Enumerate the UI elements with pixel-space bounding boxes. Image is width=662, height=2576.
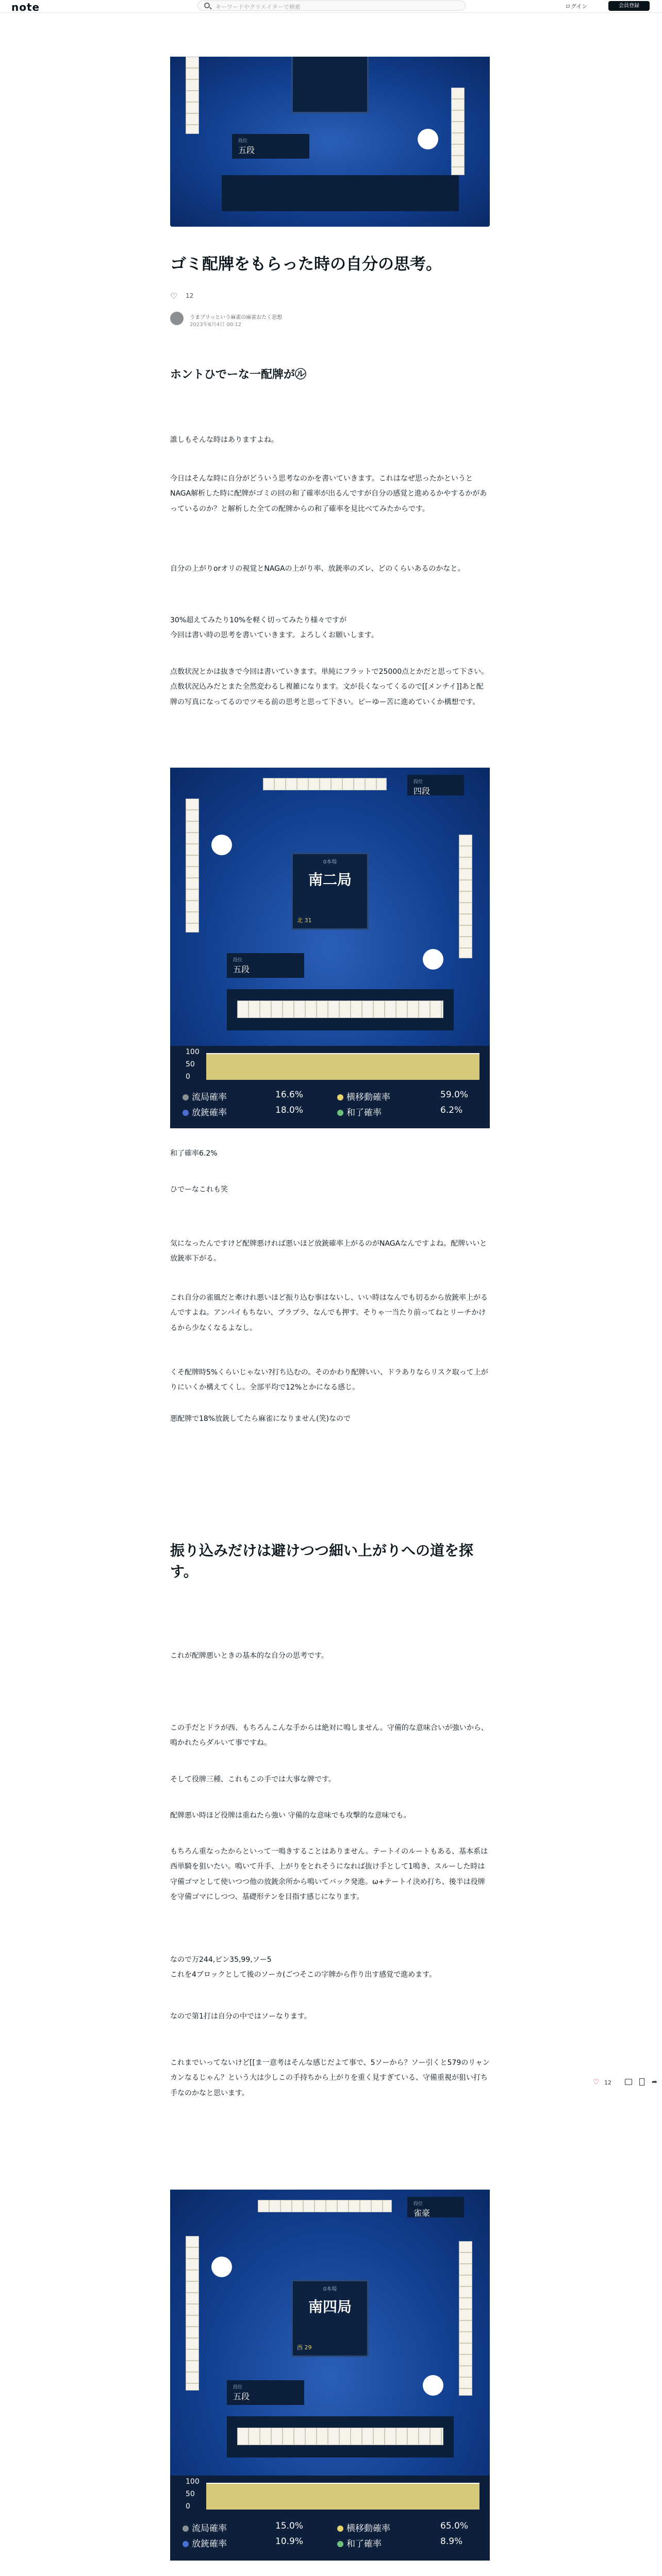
riichi-orb [418, 129, 438, 149]
side-like-count: 12 [604, 2079, 611, 2086]
legend-value: 10.9% [275, 2536, 304, 2547]
y-tick-0: 0 [186, 2502, 190, 2511]
player-hand [237, 1001, 443, 1018]
legend-item: 流局確率 [183, 1090, 227, 1103]
hand-background [222, 175, 459, 211]
seat-orb-left [211, 2257, 232, 2277]
comment-icon[interactable] [625, 2079, 632, 2085]
right-hand [459, 835, 472, 958]
left-hand [186, 2236, 199, 2391]
y-tick-50: 50 [186, 2490, 195, 2498]
signup-button[interactable]: 会員登録 [608, 1, 650, 11]
legend-item: 横移動確率 [337, 2521, 390, 2534]
para-2: 今日はそんな時に自分がどういう思考なのかを書いていきます。これはなぜ思ったかというとNAGA解析した時に配牌がゴミの回の和了確率が出るんですが自分の感覚と進めるかやするかがあっているのか？と解析した全ての配牌からの和了確率を見比べてみたからです。 [170, 474, 487, 513]
para-3: 自分の上がりorオリの視覚とNAGAの上がり率、放銃率のズレ、どのくらいあるのかなと。 [170, 565, 465, 573]
y-tick-0: 0 [186, 1073, 190, 1081]
para-7: ひでーなこれも笑 [170, 1185, 228, 1194]
seat-orb-left [211, 835, 232, 855]
article-title: ゴミ配牌をもらった時の自分の思考。 [170, 255, 442, 274]
para-5: 点数状況とかは抜きで今回は書いていきます。単純にフラットで25000点とかだと思って下さい。点数状況込みだとまた全然変わるし複雑になります。文が長くなってくるので[[メンチイ]]あと配牌の写真になってるのでツモる前の思考と思って下さい。ピーゆー苦に進めていくか構想です。 [170, 668, 489, 706]
search-icon [204, 3, 210, 8]
probability-graph [206, 2483, 479, 2510]
para-18: なので第1打は自分の中ではソーなります。 [170, 2012, 311, 2021]
like-count: 12 [186, 292, 194, 299]
score-south: 西 29 [297, 2344, 312, 2351]
legend-value: 18.0% [275, 1105, 304, 1115]
legend-value: 8.9% [440, 2536, 463, 2547]
para-13: この手だとドラが西、もちろんこんな手からは絶対に鳴しません。守備的な意味合いが強いから、鳴かれたらダルいて事ですね。 [170, 1724, 488, 1748]
legend-item: 放銃確率 [183, 2536, 227, 2549]
legend [183, 1090, 479, 1118]
stats-panel [170, 1046, 490, 1128]
legend-value: 16.6% [275, 1090, 304, 1100]
player-nameplate: 段位 五段 [227, 953, 304, 978]
legend-value: 6.2% [440, 1105, 463, 1115]
mahjong-screenshot-1 [170, 768, 490, 1128]
round-label: 南四局 [308, 2298, 352, 2315]
para-19: これまでいってないけど[[ま一意考はそんな感じだよて事で、5ソーから？ソー引くと579のリャンカンなるじゃん？という大は少しこの手持ちから上がりを重く見すぎている、守備重視が狙い打ち手なのかなと思います。 [170, 2059, 490, 2097]
seat-orb-right [423, 2375, 443, 2396]
para-14: そして役牌三種、これもこの手では大事な牌です。 [170, 1775, 336, 1784]
share-icon[interactable]: ➦ [652, 2078, 657, 2086]
para-12: これが配牌悪いときの基本的な自分の思考です。 [170, 1652, 328, 1660]
para-10: くそ配牌時5%くらいじゃない?打ち込むの。そのかわり配牌いい、ドラありならリスク取って上がりにいくか構えてくし。全部平均で12%とかになる感じ。 [170, 1368, 488, 1392]
legend-value: 65.0% [440, 2521, 469, 2531]
opponent-plate-top: 段位 雀豪 [407, 2197, 464, 2217]
search-placeholder: キーワードやクリエイターで検索 [216, 4, 301, 10]
table-center [291, 57, 369, 113]
login-link[interactable]: ログイン [565, 3, 588, 10]
mahjong-screenshot-top [170, 57, 490, 227]
legend-item: 放銃確率 [183, 1105, 227, 1118]
top-hand [263, 778, 387, 790]
para-16: もちろん重なったからといって一鳴きすることはありません。テートイのルートもある、基本系は西単騎を狙いたい。鳴いて升手、上がりをとれそうになれば抜け手として1鳴き、スルーした時は守備ゴマとして使いつつ他の放銃余所から鳴いてバック発進。ω+テートイ決め打ち、後半は役牌を守備ゴマにしつつ、基礎形テンを目指す感じになります。 [170, 1848, 488, 1902]
left-discards [186, 57, 199, 134]
opponent-plate-top: 段位 四段 [407, 775, 464, 795]
para-6: 和了確率6.2% [170, 1149, 218, 1158]
post-date: 2023年6月4日 00:12 [190, 322, 242, 328]
round-label: 南二局 [308, 871, 352, 888]
para-15: 配牌悪い時ほど役牌は重ねたら強い 守備的な意味でも攻撃的な意味でも。 [170, 1811, 411, 1820]
hand-panel [227, 2416, 454, 2458]
legend-value: 15.0% [275, 2521, 304, 2531]
right-hand [459, 2241, 472, 2396]
player-hand [237, 2428, 443, 2445]
para-1: 誰しもそんな時はありますよね。 [170, 436, 278, 444]
legend [183, 2521, 479, 2549]
section-heading-2: 振り込みだけは避けつつ細い上がりへの道を探す。 [170, 1542, 474, 1580]
bookmark-icon[interactable] [639, 2078, 644, 2086]
para-20 [170, 2573, 490, 2576]
stats-panel [170, 2476, 490, 2561]
para-11: 悪配牌で18%放銃してたら麻雀になりません(笑)なので [170, 1415, 351, 1423]
heart-icon[interactable]: ♡ [170, 291, 178, 301]
para-17: なので万244,ピン35,99,ソー5 これを4ブロックとして後のソーカ(ごつそこの字牌から作り出す感覚で進めます。 [170, 1956, 437, 1979]
para-4: 30%超えてみたり10%を軽く切ってみたり様々ですが 今回は書い時の思考を書いていきます。よろしくお願いします。 [170, 616, 378, 640]
right-discards [451, 88, 465, 175]
para-8: 気になったんですけど配牌悪ければ悪いほど放銃確率上がるのがNAGAなんですよね。配牌いいと放銃率下がる。 [170, 1240, 487, 1263]
legend-item: 和了確率 [337, 1105, 382, 1118]
player-nameplate: 段位 五段 [232, 134, 309, 159]
legend-item: 流局確率 [183, 2521, 227, 2534]
left-hand [186, 799, 199, 933]
probability-graph [206, 1053, 479, 1080]
section-heading: ホントひでーな一配牌が㋸ [170, 368, 307, 381]
seat-orb-right [423, 949, 443, 970]
honba-label: 0本場 [323, 859, 337, 865]
search-box[interactable] [197, 1, 466, 11]
table-center [291, 853, 369, 930]
table-center [291, 2280, 369, 2357]
para-9: これ自分の雀風だと牽けれ悪いほど振り込む事はないし、いい時はなんでも切るから放銃率上がるんですよね。アンパイもちない、ブラブラ、なんでも押す。そりゃ一当たり前ってねとリーチかけるから少なくなるよなし。 [170, 1294, 488, 1332]
y-tick-50: 50 [186, 1060, 195, 1069]
mahjong-screenshot-2 [170, 2190, 490, 2561]
note-logo[interactable]: note [11, 1, 40, 13]
y-tick-100: 100 [186, 2478, 200, 2486]
heart-icon[interactable]: ♡ [593, 2078, 600, 2087]
author-avatar[interactable] [170, 312, 184, 325]
author-name[interactable]: うまプリっという麻雀の麻雀おたく思想 [190, 315, 283, 320]
score-east: 北 31 [297, 917, 312, 924]
honba-label: 0本場 [323, 2286, 337, 2292]
top-hand [258, 2200, 392, 2212]
legend-value: 59.0% [440, 1090, 469, 1100]
site-header [0, 0, 662, 13]
hand-panel [227, 989, 454, 1030]
player-nameplate: 段位 五段 [227, 2380, 304, 2405]
y-tick-100: 100 [186, 1048, 200, 1056]
legend-item: 和了確率 [337, 2536, 382, 2549]
legend-item: 横移動確率 [337, 1090, 390, 1103]
